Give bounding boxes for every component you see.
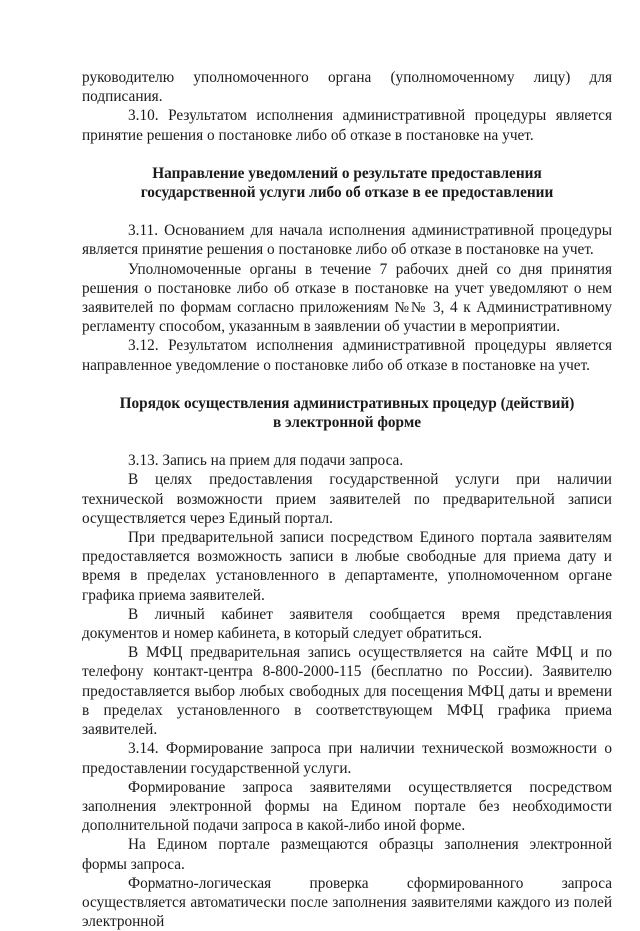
paragraph-authorized-bodies: Уполномоченные органы в течение 7 рабочих дней со дня принятия решения о постановке либо об отказе в постановке на учет уведомляют о нем заявителей по формам согласно приложениям №№ 3, 4 к Административному регламенту способом, указанным в заявлении об участии в мероприятии. (82, 260, 612, 336)
paragraph-3-11: 3.11. Основанием для начала исполнения административной процедуры является принятие решения о постановке либо об отказе в постановке на учет. (82, 222, 612, 259)
paragraph-portal-record: При предварительной записи посредством Единого портала заявителям предоставляется возможность записи в любые свободные для приема дату и время в пределах установленного в департаменте, уполномоченном органе графика приема заявителей. (82, 529, 612, 604)
paragraph-samples: На Едином портале размещаются образцы заполнения электронной формы запроса. (82, 836, 612, 873)
paragraph-3-12: 3.12. Результатом исполнения административной процедуры является направленное уведомление о постановке либо об отказе в постановке на учет. (82, 337, 612, 374)
paragraph-3-10: 3.10. Результатом исполнения административной процедуры является принятие решения о постановке либо об отказе в постановке на учет. (82, 107, 612, 144)
paragraph-3-13: 3.13. Запись на прием для подачи запроса. (128, 452, 404, 470)
heading-line: Направление уведомлений о результате предоставления (152, 164, 542, 182)
paragraph-continuation: руководителю уполномоченного органа (уполномоченному лицу) для подписания. (82, 69, 612, 106)
section-heading-electronic-procedures (82, 394, 612, 432)
paragraph-3-14: 3.14. Формирование запроса при наличии технической возможности о предоставлении государственной услуги. (82, 740, 612, 777)
paragraph-preliminary-record: В целях предоставления государственной услуги при наличии технической возможности прием заявителей по предварительной записи осуществляется через Единый портал. (82, 471, 612, 527)
paragraph-personal-cabinet: В личный кабинет заявителя сообщается время представления документов и номер кабинета, в который следует обратиться. (82, 605, 612, 643)
paragraph-mfc-record: В МФЦ предварительная запись осуществляется на сайте МФЦ и по телефону контакт-центра 8-800-2000-115 (бесплатно по России). Заявителю предоставляется выбор любых свободных для посещения МФЦ даты и времени в пределах установленного в соответствующем МФЦ графика приема заявителей. (82, 644, 612, 739)
section-heading-notifications (82, 164, 612, 202)
paragraph-format-check: Форматно-логическая проверка сформированного запроса осуществляется автоматически после заполнения заявителями каждого из полей электронной (82, 874, 612, 931)
heading-line: государственной услуги либо об отказе в ее предоставлении (140, 184, 554, 202)
heading-line: Порядок осуществления административных процедур (действий) (119, 394, 575, 412)
paragraph-request-forming: Формирование запроса заявителями осуществляется посредством заполнения электронной формы на Едином портале без необходимости дополнительной подачи запроса в какой-либо иной форме. (82, 778, 612, 835)
heading-line: в электронной форме (272, 414, 422, 432)
